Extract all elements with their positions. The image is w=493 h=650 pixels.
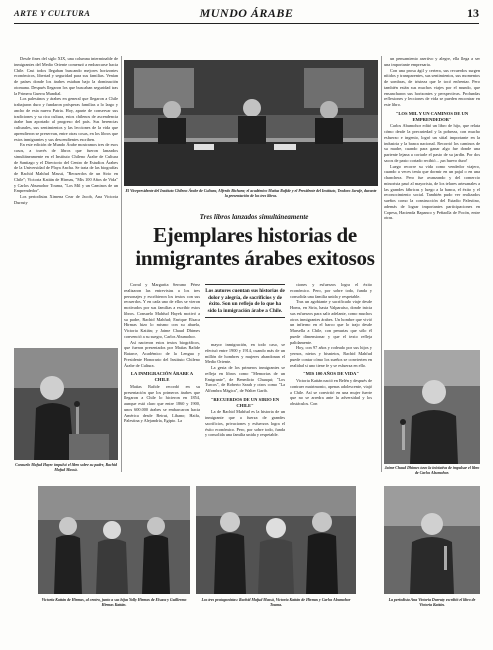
paragraph: En este edición de Mundo Árabe mostramos tres de esos casos, a través de libros que fueron lanzados simultáneamente en el Instituto Chileno Árabe de Cultura de Santiago y el Directorio del Centro de Estudios Árabes de la Universidad de Playa Ancha. Se trata de las biografías de Rachid Mahfud Massú, "Recuerdos de un Sirio en Chile"; Victoria Katián de Hirmas, "Mis 100 Años de Vida" y Carlos Abumohor Touma, "Los Mil y un Caminos de un Emprendedor". [14, 142, 118, 194]
paragraph: Tras un agobiante y sacrificado viaje desde Homs, en Siria, hasta Valparaíso, donde inicia sus esfuerzos para salir adelante, como muchos otros inmigrantes árabes. Un hombre que vivió un infierno en el barco que lo trajo desde Marsella a Chile, con penurias que sólo él puede dimensionar y que el texto refleja palidamente. [290, 299, 372, 345]
bottom-left-photo [38, 486, 190, 594]
article-kicker: Tres libros lanzados simultáneamente [199, 213, 309, 221]
paragraph: La gesta de los primeros inmigrantes se refleja en libros como "Memorias de un Emigrante", de Benedicto Chuaqui; "Los Turcos", de Roberto Sarah y otros como "La Alfombra Mágica", de Walter Garib. [205, 365, 285, 393]
paragraph: Hoy, con 97 años y rodeado por sus hijos y yernos, nietos y bisnietos, Rachid Mahfud puede contar cómo los sueños se convierten en realidad si uno tiene fe y se esfuerza en ello. [290, 345, 372, 368]
article-column-4 [290, 282, 372, 478]
paragraph: Victoria Kattán nació en Belén y después de contraer matrimonio, apenas adolescente, viajó a Chile. Así se convirtió en una mujer fuerte que no se arredra ante la adversidad y los obstáculos. Con [290, 378, 372, 406]
running-header [14, 6, 479, 24]
right-mid-photo [384, 350, 480, 464]
subheading: LA INMIGRACIÓN ÁRABE A CHILE [130, 371, 194, 382]
masthead-title: MUNDO ÁRABE [199, 6, 294, 20]
column-divider [381, 56, 382, 472]
left-mid-photo [14, 348, 118, 460]
subheading: "MIS 100 AÑOS DE VIDA" [303, 371, 359, 377]
section-label: ARTE Y CULTURA [14, 8, 91, 18]
paragraph: La de Rachid Mahfud es la historia de un inmigrante que a fuerza de grandes sacrificios, privaciones y esfuerzos logra el éxito económico. Pero, por sobre todo, funda y consolida una familia unida y respetable. [205, 409, 285, 438]
paragraph: Matías Rafide recordó en su presentación que los primeros árabes que llegaron a Chile lo hicieron en 1854, aunque está claro que entre 1860 y 1900, unos 600.000 árabes se embarcaron hacia América desde Beirut, Líbano; Haifa, Palestina y Alejandría, Egipto. La [124, 383, 200, 424]
article-column-3 [205, 342, 285, 478]
right-mid-photo-caption: Jaime Chaud Dhimes tuvo la iniciativa de impulsar el libro de Carlos Abumohor. [384, 466, 480, 475]
bottom-mid-photo-caption: Los tres protagonistas: Rachid Mafud Massú, Victoria Kattán de Hirmas y Carlos Abumohor Touma. [201, 598, 351, 607]
paragraph: Luego recorre su vida como vendedor viajero, cuando a veces tenía que dormir en un pajal o en una chanchera. Pero fue avanzando y del comercio minorista pasó al mayorista, de los telares artesanales a las grandes fábricas y luego a la banca, el éxito y el reconocimiento social. También pudo ver realizados sueños como la construcción del Estadio Palestino, además de lograr importantes participaciones en Copesa, Hacienda Rapanco y Peñaolla de Pocón, entre otras. [384, 163, 480, 221]
article-column-2 [124, 282, 200, 478]
paragraph: Con una prosa ágil y certera, sus recuerdos surgen nítidos y transparentes, sus sentimientos, sus momentos de sombras, de tristeza que le tocó enfrentar. Pero también están sus muchos viajes por el mundo, que ensancharon sus horizontes y perspectivas. Profundas reflexiones y lecciones de vida se pueden encontrar en este libro. [384, 67, 480, 107]
bottom-right-photo [384, 486, 480, 594]
article-headline: Ejemplares historias de inmigrantes árabes exitosos [135, 223, 375, 270]
page-number: 13 [467, 6, 479, 20]
paragraph: Corral y Margarita Serrano Pérez realizaron las entrevistas a los tres personajes y escribieron los textos con sus recuerdos. Y en cada uno de ellos se vieron motivados por sus familias a escribir estos libros. Consuelo Mahfud Hayek motivó a su padre, Rachid Mahfud; Enrique Elsaca Hirmas hizo lo mismo con su abuela, Victoria Katián; y Jaime Chaud Dhimes convenció a su suegro, Carlos Abumohor. [124, 282, 200, 339]
paragraph: Carlos Abumohor editó un libro de hijo, que relata cómo desde la precariedad y la pobreza, con mucho esfuerzo e ingenio, logró un sitial importante en la industria y la banca nacional. Recorrió los caminos de su madre, cuando para ganar algo fue donde una pariente lejana a cortarle el pasto de su jardín. Por dos sacos de pasto cortado recibió... ¡un huevo duro! [384, 123, 480, 163]
article-column-1 [14, 56, 118, 343]
subheading: "LOS MIL Y UN CAMINOS DE UN EMPRENDEDOR" [395, 110, 469, 122]
top-photo-caption: El Vicepresidente del Instituto Chileno Árabe de Cultura, Alfredo Bichara; el académico Matías Rafide y el Presidente del Instituto, Teodoro Jarufe, durante la presentación de los tres libros. [125, 189, 377, 198]
paragraph: Los palestinos y árabes en general que llegaron a Chile trabajaron duro y fundaron prósperas familias a lo largo y ancho de esta nueva Patria. Hoy, aparte de conservar sus tradiciones y su rica cultura, estos chilenos de ascendencia árabe han aportado al progreso del país. Sus herencias culturales, sus sentimientos y las lecciones de la vida que aprendieron se preservan, entre otras cosas, en los libros que estos inmigrantes y sus descendientes escriben. [14, 96, 118, 142]
subheading: "RECUERDOS DE UN SIRIO EN CHILE" [210, 396, 280, 408]
paragraph: ciones y esfuerzos logra el éxito económico. Pero, por sobre todo, funda y consolida una familia unida y respetable. [290, 282, 372, 299]
paragraph: mayor inmigración, en todo caso, se efectuó entre 1900 y 1914, cuando más de un millón de hombres y mujeres abandonan el Medio Oriente. [205, 342, 285, 365]
pull-quote: Los autores cuentan sus historias de dolor y alegría, de sacrificios y de éxito. Son un reflejo de lo que ha sido la inmigración árabe a Chile. [205, 284, 285, 318]
column-divider [121, 56, 122, 472]
paragraph: Los periodistas Ximena Cear de Jacob, Ana Victoria Durruty [14, 194, 118, 205]
left-mid-photo-caption: Consuelo Mafud Hayec impulsó el libro sobre su padre, Rachid Mafud Massú. [15, 463, 117, 472]
article-column-5 [384, 56, 480, 346]
bottom-mid-photo [196, 486, 356, 594]
top-photo [124, 60, 378, 186]
bottom-right-photo-caption: La periodista Ana Victoria Durruty escribió el libro de Victoria Kattán. [388, 598, 476, 607]
paragraph: un pensamiento asertivo y alegre, ella llega a ser una importante empresaria. [384, 56, 480, 67]
paragraph: Desde fines del siglo XIX, una columna interminable de inmigrantes del Medio Oriente comenzó a embarcarse hacia Chile. Casi todos llegaban buscando mejores horizontes económicos, libertad y seguridad para sus familias. Venían de países donde los árabes estaban bajo la dominación otomana. Después llegaron los que buscaban seguridad tras la Primera Guerra Mundial. [14, 56, 118, 96]
paragraph: Así nacieron estos textos biográficos, que fueron presentados por Matías Rafide Batarce, Académico de la Lengua y Presidente Honorario del Instituto Chileno Árabe de Cultura. [124, 339, 200, 368]
bottom-left-photo-caption: Victoria Kattán de Hirmas, al centro, junto a sus hijas Yolly Hirmas de Elsaca y Guillermo Hirmas Kattán. [41, 598, 187, 607]
